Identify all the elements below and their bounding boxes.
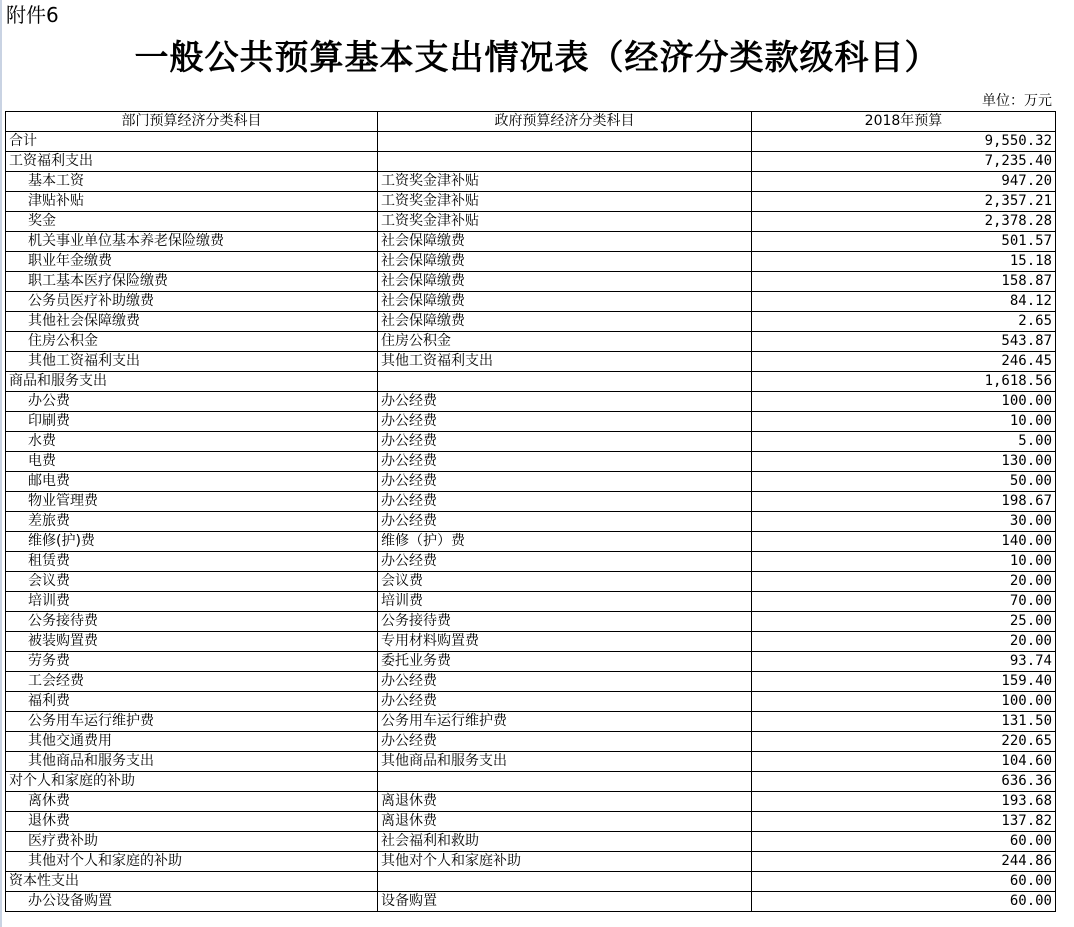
table-row	[6, 612, 1056, 632]
table-row	[6, 572, 1056, 592]
cell-dept-category[interactable]: 津贴补贴	[6, 192, 378, 212]
cell-dept-category[interactable]: 职业年金缴费	[6, 252, 378, 272]
cell-dept-category[interactable]: 资本性支出	[6, 872, 378, 892]
cell-dept-category[interactable]: 商品和服务支出	[6, 372, 378, 392]
table-row	[6, 752, 1056, 772]
cell-gov-category[interactable]: 办公经费	[378, 432, 752, 452]
cell-gov-category[interactable]	[378, 372, 752, 392]
cell-gov-category[interactable]: 其他商品和服务支出	[378, 752, 752, 772]
cell-gov-category[interactable]: 社会保障缴费	[378, 272, 752, 292]
cell-gov-category[interactable]: 办公经费	[378, 392, 752, 412]
table-row	[6, 652, 1056, 672]
header-gov-category[interactable]: 政府预算经济分类科目	[378, 112, 752, 132]
cell-dept-category[interactable]: 会议费	[6, 572, 378, 592]
cell-budget-amount[interactable]: 1,618.56	[752, 372, 1056, 392]
cell-dept-category[interactable]: 公务用车运行维护费	[6, 712, 378, 732]
table-row	[6, 452, 1056, 472]
cell-gov-category[interactable]: 办公经费	[378, 452, 752, 472]
cell-gov-category[interactable]: 公务接待费	[378, 612, 752, 632]
cell-gov-category[interactable]: 办公经费	[378, 692, 752, 712]
cell-gov-category[interactable]: 办公经费	[378, 412, 752, 432]
table-row	[6, 172, 1056, 192]
cell-gov-category[interactable]: 社会保障缴费	[378, 252, 752, 272]
cell-budget-amount[interactable]: 2,378.28	[752, 212, 1056, 232]
cell-dept-category[interactable]: 住房公积金	[6, 332, 378, 352]
cell-dept-category[interactable]: 其他交通费用	[6, 732, 378, 752]
table-row	[6, 192, 1056, 212]
cell-budget-amount[interactable]: 60.00	[752, 832, 1056, 852]
cell-gov-category[interactable]: 会议费	[378, 572, 752, 592]
table-row	[6, 372, 1056, 392]
cell-dept-category[interactable]: 工资福利支出	[6, 152, 378, 172]
table-row	[6, 552, 1056, 572]
cell-gov-category[interactable]: 办公经费	[378, 732, 752, 752]
table-body	[6, 132, 1056, 912]
cell-budget-amount[interactable]: 84.12	[752, 292, 1056, 312]
cell-budget-amount[interactable]: 60.00	[752, 872, 1056, 892]
cell-dept-category[interactable]: 职工基本医疗保险缴费	[6, 272, 378, 292]
table-row	[6, 812, 1056, 832]
cell-dept-category[interactable]: 租赁费	[6, 552, 378, 572]
cell-budget-amount[interactable]: 947.20	[752, 172, 1056, 192]
cell-budget-amount[interactable]: 5.00	[752, 432, 1056, 452]
cell-dept-category[interactable]: 退休费	[6, 812, 378, 832]
cell-gov-category[interactable]: 社会福利和救助	[378, 832, 752, 852]
cell-gov-category[interactable]: 社会保障缴费	[378, 292, 752, 312]
table-row	[6, 392, 1056, 412]
cell-gov-category[interactable]: 工资奖金津补贴	[378, 172, 752, 192]
cell-budget-amount[interactable]: 70.00	[752, 592, 1056, 612]
cell-dept-category[interactable]: 印刷费	[6, 412, 378, 432]
cell-dept-category[interactable]: 水费	[6, 432, 378, 452]
cell-budget-amount[interactable]: 10.00	[752, 412, 1056, 432]
cell-budget-amount[interactable]: 501.57	[752, 232, 1056, 252]
cell-gov-category[interactable]	[378, 772, 752, 792]
annex-label: 附件6	[6, 3, 59, 27]
cell-budget-amount[interactable]: 50.00	[752, 472, 1056, 492]
table-row	[6, 892, 1056, 912]
table-row	[6, 252, 1056, 272]
cell-budget-amount[interactable]: 2,357.21	[752, 192, 1056, 212]
cell-budget-amount[interactable]: 140.00	[752, 532, 1056, 552]
cell-budget-amount[interactable]: 159.40	[752, 672, 1056, 692]
table-row	[6, 292, 1056, 312]
table-row	[6, 592, 1056, 612]
cell-dept-category[interactable]: 其他社会保障缴费	[6, 312, 378, 332]
cell-budget-amount[interactable]: 30.00	[752, 512, 1056, 532]
cell-budget-amount[interactable]: 137.82	[752, 812, 1056, 832]
cell-budget-amount[interactable]: 15.18	[752, 252, 1056, 272]
cell-gov-category[interactable]: 维修（护）费	[378, 532, 752, 552]
cell-gov-category[interactable]: 设备购置	[378, 892, 752, 912]
cell-budget-amount[interactable]: 636.36	[752, 772, 1056, 792]
cell-gov-category[interactable]: 办公经费	[378, 512, 752, 532]
cell-gov-category[interactable]: 办公经费	[378, 672, 752, 692]
cell-gov-category[interactable]: 办公经费	[378, 552, 752, 572]
budget-table	[5, 111, 1056, 912]
unit-label: 单位：万元	[982, 93, 1052, 109]
cell-budget-amount[interactable]: 20.00	[752, 632, 1056, 652]
cell-dept-category[interactable]: 差旅费	[6, 512, 378, 532]
table-row	[6, 272, 1056, 292]
cell-dept-category[interactable]: 其他工资福利支出	[6, 352, 378, 372]
cell-gov-category[interactable]: 公务用车运行维护费	[378, 712, 752, 732]
cell-dept-category[interactable]: 机关事业单位基本养老保险缴费	[6, 232, 378, 252]
cell-budget-amount[interactable]: 130.00	[752, 452, 1056, 472]
cell-gov-category[interactable]: 办公经费	[378, 472, 752, 492]
cell-dept-category[interactable]: 公务员医疗补助缴费	[6, 292, 378, 312]
cell-budget-amount[interactable]: 25.00	[752, 612, 1056, 632]
cell-budget-amount[interactable]: 10.00	[752, 552, 1056, 572]
cell-budget-amount[interactable]: 93.74	[752, 652, 1056, 672]
cell-budget-amount[interactable]: 543.87	[752, 332, 1056, 352]
cell-gov-category[interactable]: 社会保障缴费	[378, 312, 752, 332]
table-row	[6, 632, 1056, 652]
table-row	[6, 432, 1056, 452]
table-row	[6, 152, 1056, 172]
cell-budget-amount[interactable]: 20.00	[752, 572, 1056, 592]
table-row	[6, 412, 1056, 432]
window-left-edge	[0, 0, 2, 927]
cell-budget-amount[interactable]: 7,235.40	[752, 152, 1056, 172]
cell-budget-amount[interactable]: 193.68	[752, 792, 1056, 812]
cell-budget-amount[interactable]: 198.67	[752, 492, 1056, 512]
cell-dept-category[interactable]: 合计	[6, 132, 378, 152]
table-row	[6, 872, 1056, 892]
table-row	[6, 232, 1056, 252]
cell-budget-amount[interactable]: 131.50	[752, 712, 1056, 732]
cell-budget-amount[interactable]: 9,550.32	[752, 132, 1056, 152]
cell-gov-category[interactable]	[378, 872, 752, 892]
cell-budget-amount[interactable]: 246.45	[752, 352, 1056, 372]
table-row	[6, 532, 1056, 552]
cell-gov-category[interactable]: 工资奖金津补贴	[378, 192, 752, 212]
cell-dept-category[interactable]: 其他对个人和家庭的补助	[6, 852, 378, 872]
cell-gov-category[interactable]	[378, 132, 752, 152]
cell-gov-category[interactable]: 委托业务费	[378, 652, 752, 672]
cell-dept-category[interactable]: 基本工资	[6, 172, 378, 192]
cell-dept-category[interactable]: 办公设备购置	[6, 892, 378, 912]
cell-budget-amount[interactable]: 100.00	[752, 692, 1056, 712]
table-row	[6, 672, 1056, 692]
page-title: 一般公共预算基本支出情况表（经济分类款级科目）	[134, 38, 940, 78]
table-row	[6, 772, 1056, 792]
cell-budget-amount[interactable]: 60.00	[752, 892, 1056, 912]
cell-dept-category[interactable]: 邮电费	[6, 472, 378, 492]
table-row	[6, 492, 1056, 512]
cell-gov-category[interactable]: 办公经费	[378, 492, 752, 512]
cell-budget-amount[interactable]: 2.65	[752, 312, 1056, 332]
cell-dept-category[interactable]: 医疗费补助	[6, 832, 378, 852]
cell-budget-amount[interactable]: 100.00	[752, 392, 1056, 412]
table-row	[6, 732, 1056, 752]
cell-dept-category[interactable]: 公务接待费	[6, 612, 378, 632]
table-row	[6, 132, 1056, 152]
cell-budget-amount[interactable]: 158.87	[752, 272, 1056, 292]
table-row	[6, 692, 1056, 712]
table-header-row	[6, 112, 1056, 132]
cell-gov-category[interactable]: 住房公积金	[378, 332, 752, 352]
cell-dept-category[interactable]: 奖金	[6, 212, 378, 232]
cell-gov-category[interactable]: 离退休费	[378, 792, 752, 812]
cell-dept-category[interactable]: 其他商品和服务支出	[6, 752, 378, 772]
cell-gov-category[interactable]: 其他工资福利支出	[378, 352, 752, 372]
cell-dept-category[interactable]: 电费	[6, 452, 378, 472]
cell-dept-category[interactable]: 维修(护)费	[6, 532, 378, 552]
cell-budget-amount[interactable]: 220.65	[752, 732, 1056, 752]
cell-dept-category[interactable]: 物业管理费	[6, 492, 378, 512]
table-row	[6, 332, 1056, 352]
cell-dept-category[interactable]: 劳务费	[6, 652, 378, 672]
cell-gov-category[interactable]: 工资奖金津补贴	[378, 212, 752, 232]
cell-gov-category[interactable]	[378, 152, 752, 172]
cell-gov-category[interactable]: 离退休费	[378, 812, 752, 832]
table-row	[6, 852, 1056, 872]
table-row	[6, 712, 1056, 732]
table-row	[6, 312, 1056, 332]
cell-budget-amount[interactable]: 104.60	[752, 752, 1056, 772]
cell-dept-category[interactable]: 福利费	[6, 692, 378, 712]
table-row	[6, 512, 1056, 532]
cell-dept-category[interactable]: 办公费	[6, 392, 378, 412]
cell-budget-amount[interactable]: 244.86	[752, 852, 1056, 872]
cell-gov-category[interactable]: 社会保障缴费	[378, 232, 752, 252]
cell-dept-category[interactable]: 离休费	[6, 792, 378, 812]
table-row	[6, 212, 1056, 232]
cell-dept-category[interactable]: 工会经费	[6, 672, 378, 692]
cell-gov-category[interactable]: 专用材料购置费	[378, 632, 752, 652]
table-row	[6, 472, 1056, 492]
table-row	[6, 792, 1056, 812]
cell-gov-category[interactable]: 培训费	[378, 592, 752, 612]
cell-dept-category[interactable]: 对个人和家庭的补助	[6, 772, 378, 792]
cell-dept-category[interactable]: 被装购置费	[6, 632, 378, 652]
cell-gov-category[interactable]: 其他对个人和家庭补助	[378, 852, 752, 872]
table-row	[6, 352, 1056, 372]
table-row	[6, 832, 1056, 852]
cell-dept-category[interactable]: 培训费	[6, 592, 378, 612]
header-budget-2018[interactable]: 2018年预算	[752, 112, 1056, 132]
header-dept-category[interactable]: 部门预算经济分类科目	[6, 112, 378, 132]
